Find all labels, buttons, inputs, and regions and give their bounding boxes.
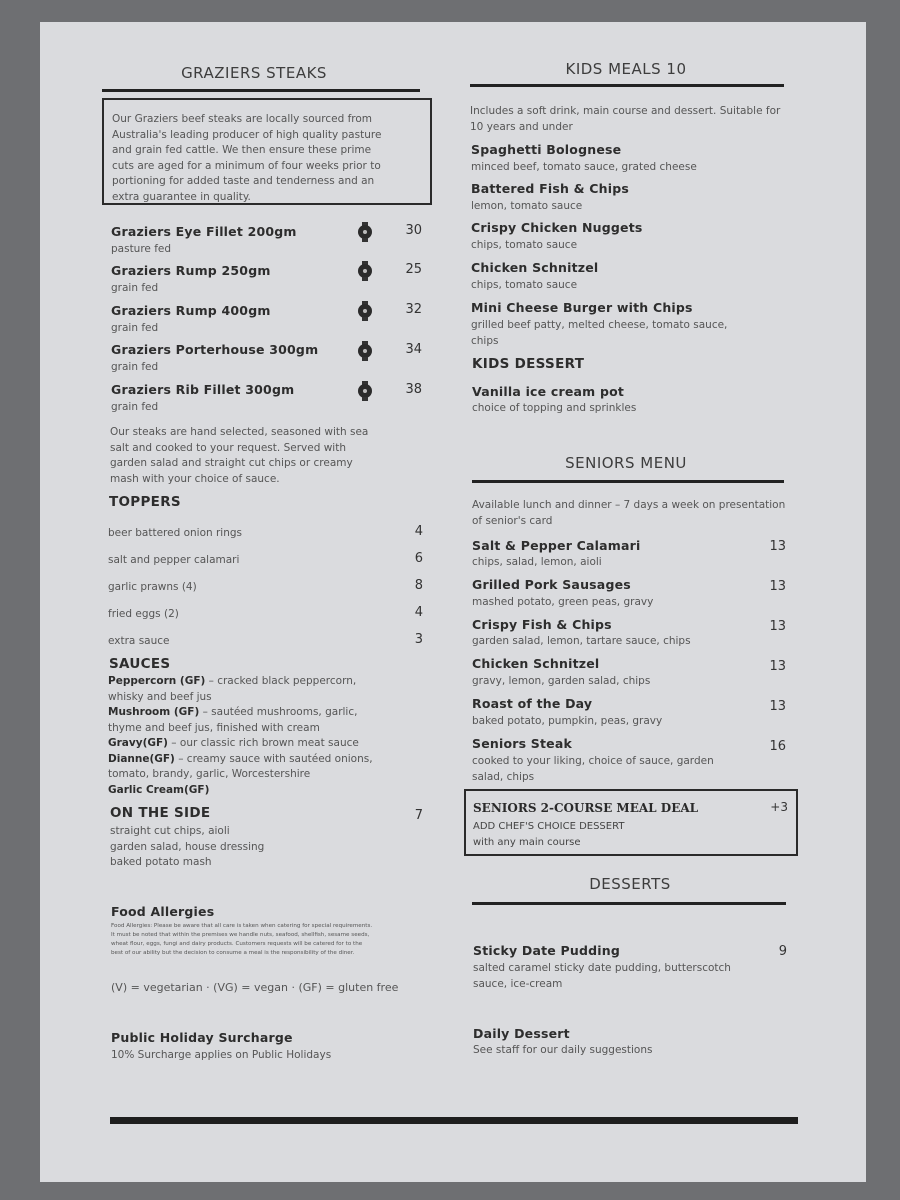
item-description: mashed potato, green peas, gravy [472, 596, 654, 608]
item-name: Graziers Rib Fillet 300gm [111, 382, 295, 397]
item-description: pasture fed [111, 243, 172, 255]
item-description: salted caramel sticky date pudding, butterscotch sauce, ice-cream [473, 962, 731, 990]
item-price: 3 [414, 632, 423, 647]
seniors-title-rule [472, 480, 784, 483]
item-description: grilled beef patty, melted cheese, tomato sauce, chips [471, 319, 728, 347]
sauce-description: – sautéed mushrooms, garlic, thyme and beef jus, finished with cream [108, 706, 358, 734]
item-name: Mini Cheese Burger with Chips [471, 300, 693, 315]
sauce-description: – cracked black peppercorn, whisky and beef jus [108, 675, 357, 703]
kids-section-title: KIDS MEALS 10 [565, 60, 687, 78]
item-name: Crispy Fish & Chips [472, 617, 612, 632]
kids-dessert-heading: KIDS DESSERT [472, 356, 585, 372]
item-name: Graziers Rump 400gm [111, 303, 271, 318]
meal-deal-price: +3 [770, 800, 788, 814]
item-price: 34 [405, 342, 422, 357]
meal-deal-line2: with any main course [473, 837, 581, 848]
item-name: fried eggs (2) [108, 608, 179, 620]
item-price: 25 [405, 262, 422, 277]
sauce-item [108, 736, 373, 752]
kids-title-rule [470, 84, 784, 87]
meal-deal-line1: ADD CHEF'S CHOICE DESSERT [473, 821, 625, 832]
item-name: beer battered onion rings [108, 527, 243, 539]
sauce-name: Garlic Cream(GF) [108, 783, 210, 796]
sauce-item [108, 674, 373, 705]
side-item: garden salad, house dressing [110, 841, 265, 853]
sauce-item [108, 783, 373, 799]
seniors-intro: Available lunch and dinner – 7 days a week on presentation of senior's card [472, 499, 786, 527]
item-name: garlic prawns (4) [108, 581, 197, 593]
item-name: Battered Fish & Chips [471, 181, 630, 196]
item-price: 30 [405, 223, 422, 238]
item-description: grain fed [111, 361, 159, 373]
item-name: Roast of the Day [472, 696, 593, 711]
item-name: Graziers Porterhouse 300gm [111, 342, 319, 357]
sauce-item [108, 752, 373, 783]
bottom-rule [110, 1117, 798, 1124]
steaks-note: Our steaks are hand selected, seasoned with sea salt and cooked to your request. Served with garden salad and straight cut chips or creamy mash with your choice of sauce. [110, 426, 369, 485]
seniors-section-title: SENIORS MENU [565, 454, 687, 472]
item-description: cooked to your liking, choice of sauce, garden salad, chips [472, 755, 714, 783]
item-name: extra sauce [108, 635, 170, 647]
sauces-list [108, 674, 373, 798]
graziers-badge-icon [358, 301, 372, 321]
item-description: grain fed [111, 282, 159, 294]
item-price: 16 [769, 739, 786, 754]
steaks-intro-box [102, 98, 432, 205]
side-price: 7 [414, 808, 423, 823]
item-description: choice of topping and sprinkles [472, 402, 637, 414]
sauce-item [108, 705, 373, 736]
item-price: 9 [778, 944, 787, 959]
item-name: Graziers Eye Fillet 200gm [111, 224, 297, 239]
graziers-badge-icon [358, 261, 372, 281]
allergies-heading: Food Allergies [111, 904, 215, 919]
graziers-badge-icon [358, 222, 372, 242]
steaks-intro-text: Our Graziers beef steaks are locally sourced from Australia's leading producer of high quality pasture and grain fed cattle. We then ensure these prime cuts are aged for a minimum of four weeks prior to portioning for added taste and tenderness and an extra guarantee in quality. [112, 113, 382, 203]
item-price: 6 [414, 551, 423, 566]
desserts-title-rule [472, 902, 786, 905]
item-name: Salt & Pepper Calamari [472, 538, 641, 553]
item-price: 8 [414, 578, 423, 593]
item-description: garden salad, lemon, tartare sauce, chips [472, 635, 691, 647]
item-price: 13 [769, 579, 786, 594]
item-price: 4 [414, 524, 423, 539]
diet-legend: (V) = vegetarian · (VG) = vegan · (GF) = gluten free [111, 981, 399, 994]
item-name: Vanilla ice cream pot [472, 384, 625, 399]
meal-deal-title: SENIORS 2-COURSE MEAL DEAL [473, 801, 699, 815]
item-description: See staff for our daily suggestions [473, 1044, 653, 1056]
sauce-name: Peppercorn (GF) [108, 675, 206, 687]
kids-intro: Includes a soft drink, main course and dessert. Suitable for 10 years and under [470, 105, 781, 133]
desserts-section-title: DESSERTS [589, 875, 671, 893]
item-name: Graziers Rump 250gm [111, 263, 271, 278]
item-name: Grilled Pork Sausages [472, 577, 631, 592]
item-name: salt and pepper calamari [108, 554, 240, 566]
item-description: grain fed [111, 322, 159, 334]
item-description: chips, salad, lemon, aioli [472, 556, 602, 568]
item-description: chips, tomato sauce [471, 239, 578, 251]
item-price: 13 [769, 619, 786, 634]
item-description: chips, tomato sauce [471, 279, 578, 291]
sauce-name: Dianne(GF) [108, 752, 175, 765]
item-name: Sticky Date Pudding [473, 943, 620, 958]
sauces-heading: SAUCES [109, 656, 171, 672]
item-price: 38 [405, 382, 422, 397]
item-description: grain fed [111, 401, 159, 413]
allergies-text: Food Allergies: Please be aware that all care is taken when catering for special requirements. It must be noted that within the premises we handle nuts, seafood, shellfish, sesame seeds, wheat flour, eggs, fungi and dairy products. Customers requests will be catered for to the best of our ability but the decision to consume a meal is the responsibility of the diner. [111, 923, 373, 956]
item-description: lemon, tomato sauce [471, 200, 583, 212]
item-name: Crispy Chicken Nuggets [471, 220, 643, 235]
sauce-name: Gravy(GF) [108, 737, 168, 749]
item-name: Daily Dessert [473, 1026, 570, 1041]
item-price: 13 [769, 699, 786, 714]
item-name: Spaghetti Bolognese [471, 142, 622, 157]
toppers-heading: TOPPERS [109, 494, 181, 510]
sauce-name: Mushroom (GF) [108, 706, 200, 718]
surcharge-text: 10% Surcharge applies on Public Holidays [111, 1049, 332, 1061]
item-name: Chicken Schnitzel [471, 260, 599, 275]
item-name: Seniors Steak [472, 736, 573, 751]
menu-page [40, 22, 866, 1182]
sauce-description: – creamy sauce with sautéed onions, tomato, brandy, garlic, Worcestershire [108, 752, 373, 780]
graziers-badge-icon [358, 341, 372, 361]
meal-deal-box [464, 789, 798, 856]
side-heading: ON THE SIDE [110, 805, 211, 821]
steaks-title-rule [102, 89, 420, 92]
item-price: 13 [769, 539, 786, 554]
side-item: baked potato mash [110, 856, 212, 868]
item-description: minced beef, tomato sauce, grated cheese [471, 161, 697, 173]
item-name: Chicken Schnitzel [472, 656, 600, 671]
item-description: baked potato, pumpkin, peas, gravy [472, 715, 663, 727]
surcharge-heading: Public Holiday Surcharge [111, 1030, 293, 1045]
item-price: 32 [405, 302, 422, 317]
side-item: straight cut chips, aioli [110, 825, 230, 837]
sauce-description: – our classic rich brown meat sauce [167, 737, 359, 749]
item-description: gravy, lemon, garden salad, chips [472, 675, 651, 687]
item-price: 4 [414, 605, 423, 620]
steaks-section-title: GRAZIERS STEAKS [181, 64, 327, 82]
item-price: 13 [769, 659, 786, 674]
graziers-badge-icon [358, 381, 372, 401]
